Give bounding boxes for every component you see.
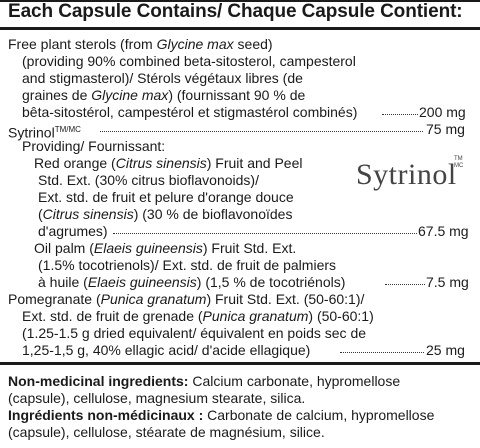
sterols-line-1: Free plant sterols (from Glycine max seed): [8, 36, 273, 52]
header-rule-bottom: [0, 27, 480, 30]
palm-line-2: (1.5% tocotrienols)/ Ext. std. de fruit de palmiers: [38, 257, 337, 273]
nmi-english-line-2: (capsule), cellulose, magnesium stearate, silica.: [8, 390, 306, 406]
orange-line-5: d'agrumes) 67.5 mg: [38, 223, 469, 239]
sytrinol-logo-trademark: TM MC: [454, 156, 464, 169]
orange-line-4: (Citrus sinensis) (30 % de bioflavonoïdes: [38, 206, 293, 222]
panel-header: [0, 0, 480, 28]
palm-amount: 7.5 mg: [426, 274, 469, 290]
sytrinol-amount: 75 mg: [426, 121, 465, 137]
sytrinol-line: Sytrinol$^{TM/MC}$ 75 mg: [8, 121, 465, 141]
sytrinol-logo: [356, 158, 464, 198]
orange-line-1: Red orange (Citrus sinensis) Fruit and Peel: [34, 155, 303, 171]
pomegranate-line-2: Ext. std. de fruit de grenade (Punica granatum) (50-60:1): [22, 308, 374, 324]
ingredients-divider: [0, 362, 480, 365]
sytrinol-dot-leader: [100, 131, 423, 132]
orange-line-3: Ext. std. de fruit et pelure d'orange douce: [38, 189, 294, 205]
sterols-line-3: and stigmasterol)/ Stérols végétaux libres (de: [22, 70, 303, 86]
nmi-english-line-1: Non-medicinal ingredients: Calcium carbonate, hypromellose: [8, 373, 401, 389]
palm-dot-leader: [385, 284, 425, 285]
orange-amount: 67.5 mg: [418, 223, 469, 239]
sytrinol-logo-text: Sytrinol: [356, 158, 457, 191]
sterols-line-5: bêta-sitostérol, campestérol et stigmastérol combinés) 200 mg: [22, 104, 466, 120]
palm-line-1: Oil palm (Elaeis guineensis) Fruit Std. Ext.: [34, 240, 297, 256]
pomegranate-line-4: 1,25-1,5 g, 40% ellagic acid/ d'acide ellagique) 25 mg: [22, 342, 465, 358]
panel-title: Each Capsule Contains/ Chaque Capsule Contient:: [8, 1, 463, 22]
pomegranate-line-1: Pomegranate (Punica granatum) Fruit Std. Ext. (50-60:1)/: [8, 291, 365, 307]
providing-label: Providing/ Fournissant:: [22, 138, 166, 154]
nmi-french-line-1: Ingrédients non-médicinaux : Carbonate de calcium, hypromellose: [8, 407, 435, 423]
palm-line-3: à huile (Elaeis guineensis) (1,5 % de tocotriénols) 7.5 mg: [38, 274, 469, 290]
orange-line-2: Std. Ext. (30% citrus bioflavonoids)/: [38, 172, 259, 188]
sterols-line-2: (providing 90% combined beta-sitosterol, campesterol: [22, 53, 356, 69]
orange-dot-leader: [113, 233, 417, 234]
pomegranate-amount: 25 mg: [426, 342, 465, 358]
sterols-amount: 200 mg: [419, 104, 466, 120]
sytrinol-trademark: TM/MC: [54, 125, 81, 134]
pomegranate-line-3: (1.25-1.5 g dried equivalent/ équivalent en poids sec de: [22, 325, 367, 341]
sterols-line-4: graines de Glycine max) (fournissant 90 % de: [22, 87, 306, 103]
sterols-dot-leader: [382, 114, 418, 115]
pomegranate-dot-leader: [340, 352, 424, 353]
nmi-french-line-2: (capsule), cellulose, stéarate de magnésium, silice.: [8, 424, 325, 440]
